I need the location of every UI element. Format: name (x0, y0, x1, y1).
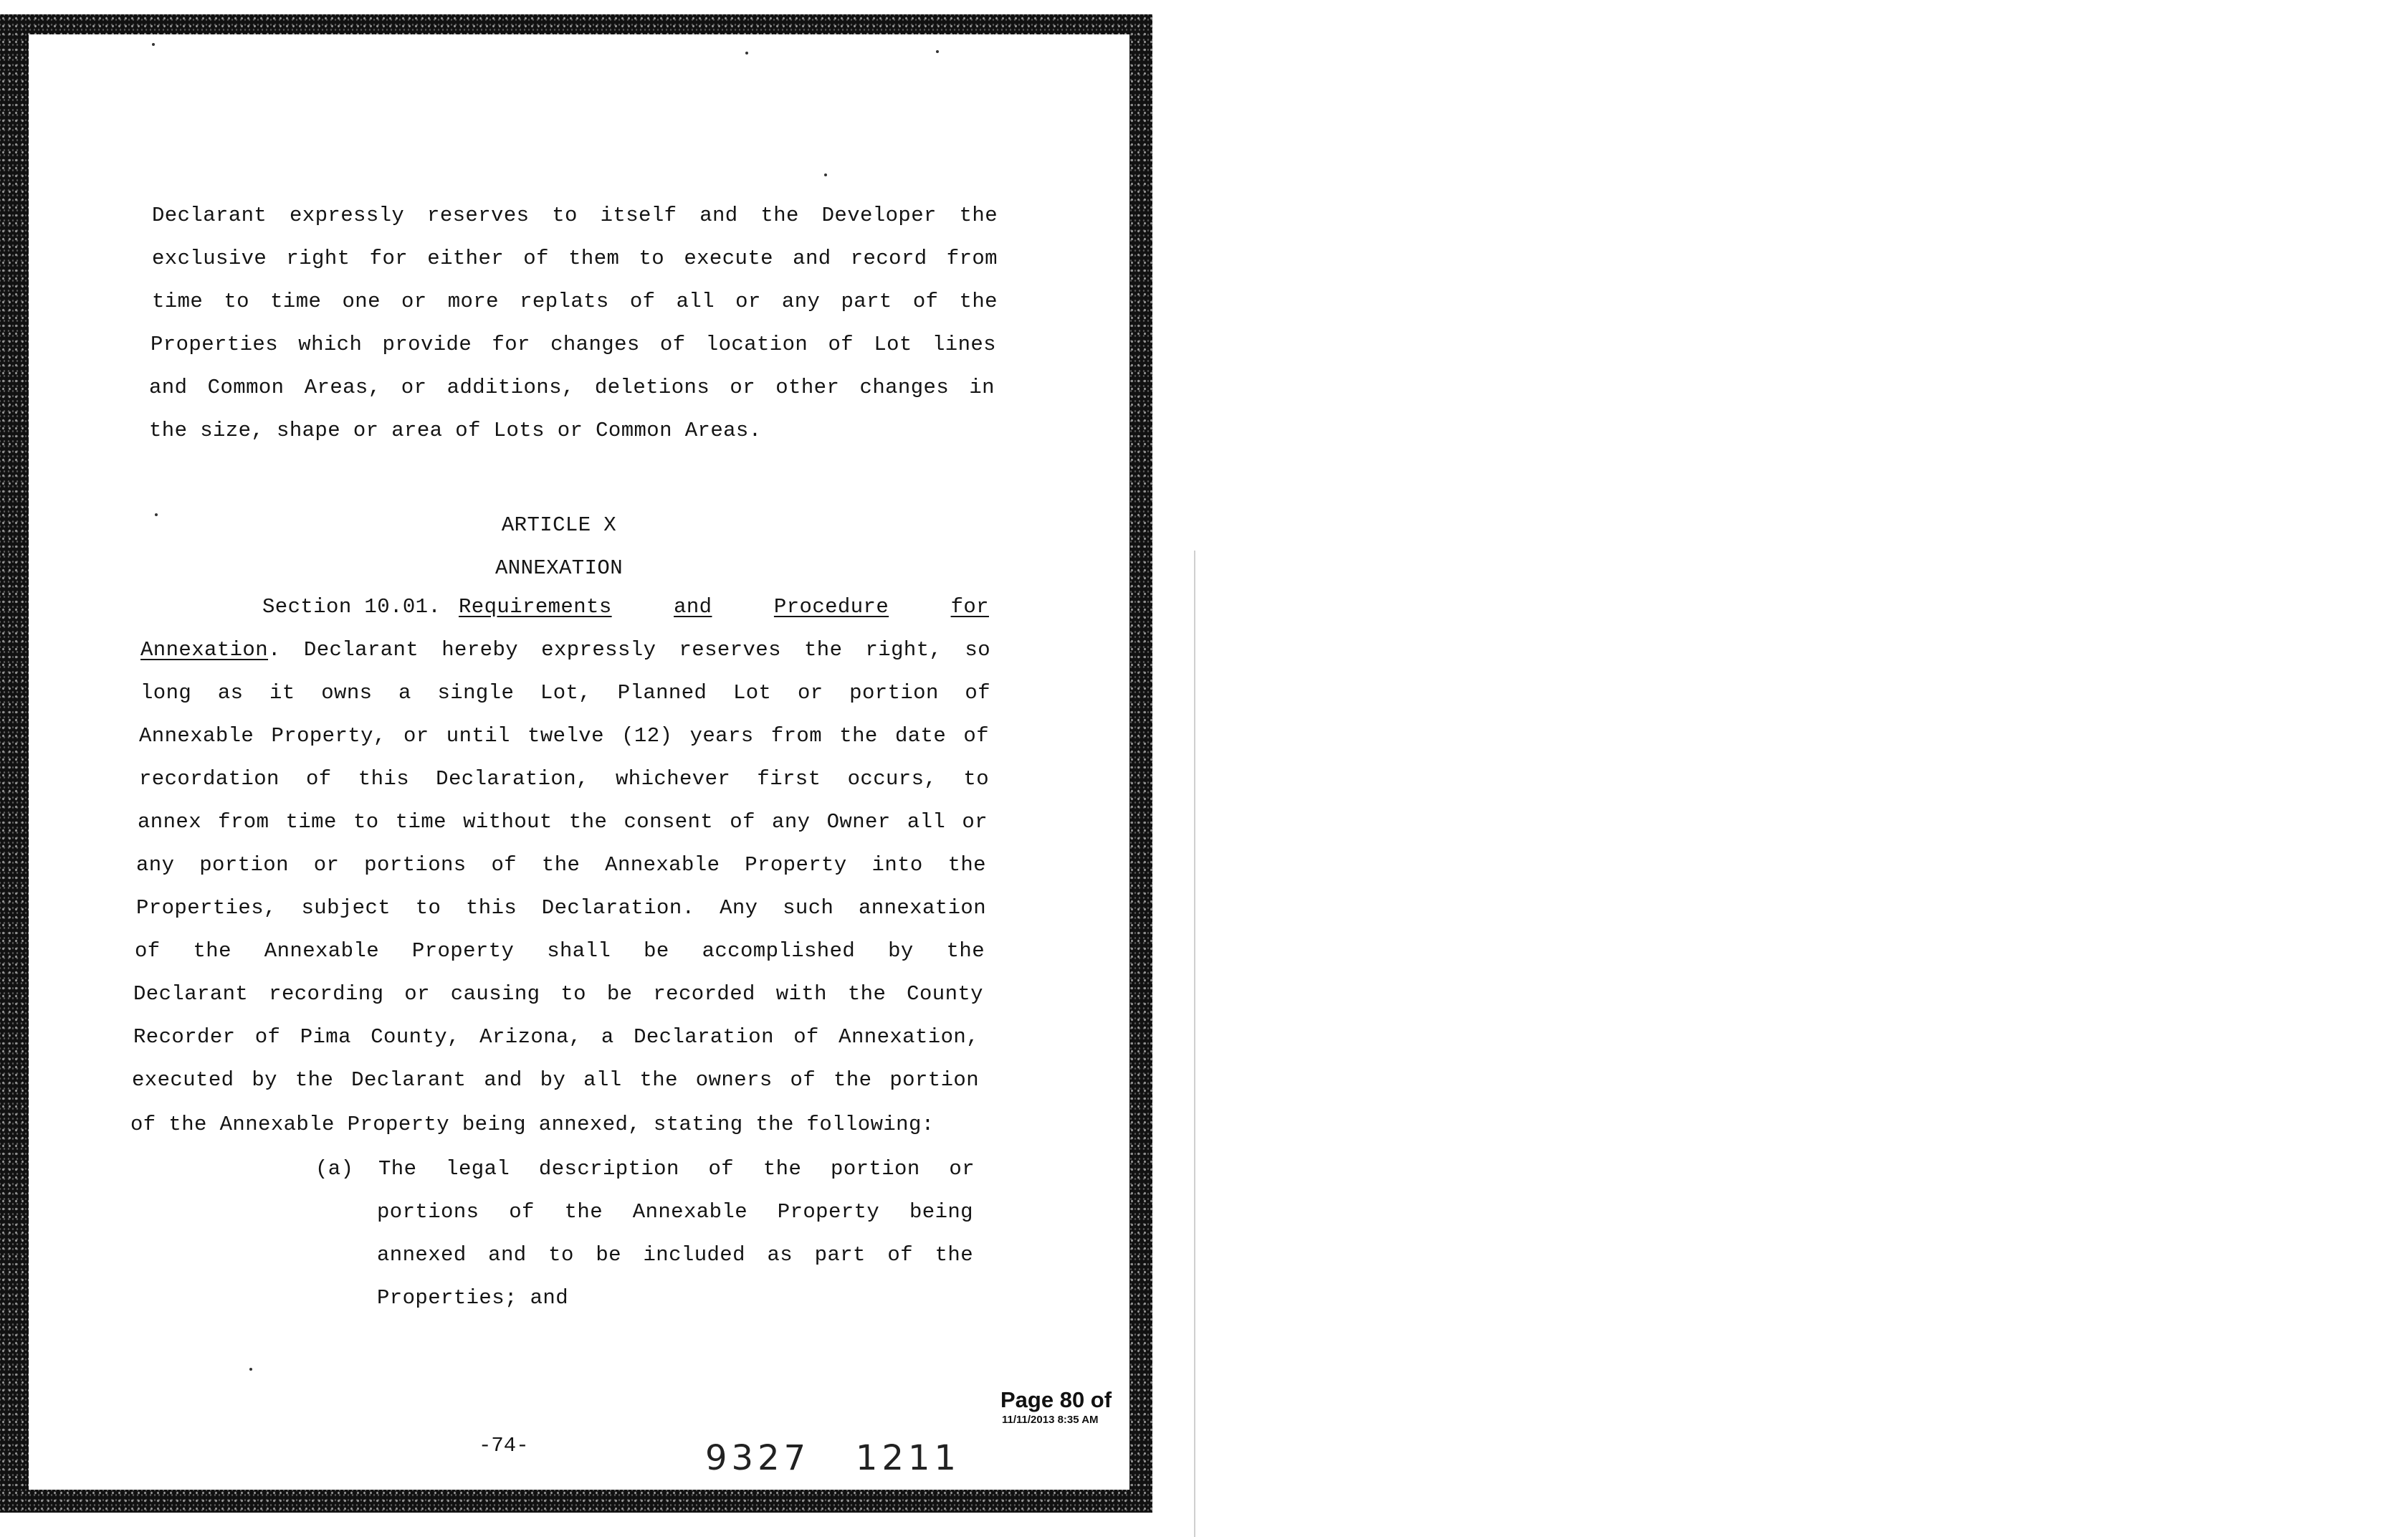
item-a-line: annexed and to be included as part of the (377, 1243, 973, 1267)
scan-speck (936, 50, 939, 53)
section-line: long as it owns a single Lot, Planned Lot or portion of (140, 681, 990, 705)
section-heading-word: Requirements (459, 595, 612, 619)
section-line: Properties, subject to this Declaration. Any such annexation (136, 896, 986, 920)
item-a-line: portions of the Annexable Property being (377, 1200, 973, 1224)
section-line: any portion or portions of the Annexable Property into the (136, 853, 986, 877)
section-line: Recorder of Pima County, Arizona, a Declaration of Annexation, (133, 1025, 979, 1049)
section-line: executed by the Declarant and by all the owners of the portion (132, 1068, 979, 1092)
section-line: annex from time to time without the consent of any Owner all or (138, 810, 988, 834)
paragraph-line: and Common Areas, or additions, deletions or other changes in (149, 376, 995, 399)
scan-speck (745, 52, 748, 54)
section-heading-word: for (950, 595, 989, 619)
section-line: of the Annexable Property shall be accomplished by the (135, 939, 985, 963)
section-line: Declarant recording or causing to be recorded with the County (133, 982, 983, 1006)
paragraph-line: exclusive right for either of them to execute and record from (152, 247, 998, 270)
section-first-line-rest: . Declarant hereby expressly reserves the right, so (268, 638, 990, 662)
article-number: ARTICLE X (501, 513, 617, 537)
paragraph-line: the size, shape or area of Lots or Common Areas. (149, 419, 762, 442)
section-number: Section 10.01. (262, 595, 441, 619)
section-heading-word: and (674, 595, 712, 619)
section-last-line: of the Annexable Property being annexed, stating the following: (130, 1113, 935, 1136)
stamp-datetime: 11/11/2013 8:35 AM (1002, 1414, 1099, 1426)
recording-number: 9327 1211 (705, 1438, 961, 1478)
paragraph-line: Properties which provide for changes of location of Lot lines (150, 333, 996, 356)
scan-speck (824, 173, 827, 176)
page-number: -74- (479, 1434, 529, 1457)
section-line: recordation of this Declaration, whichever first occurs, to (139, 767, 989, 791)
section-line: Annexable Property, or until twelve (12) years from the date of (139, 724, 989, 748)
section-heading-end: Annexation (140, 638, 269, 662)
article-title: ANNEXATION (494, 556, 624, 580)
scan-speck (152, 43, 155, 46)
scan-speck (249, 1368, 252, 1371)
scan-speck (155, 513, 158, 516)
section-heading (459, 595, 989, 619)
paragraph-line: time to time one or more replats of all or any part of the (152, 290, 998, 313)
stamp-page-label: Page 80 of (1000, 1387, 1112, 1412)
paragraph-line: Declarant expressly reserves to itself and the Developer the (152, 204, 998, 227)
adjacent-page-edge (1194, 551, 1195, 1537)
item-a-last-line: Properties; and (377, 1286, 569, 1310)
section-first-line (140, 638, 990, 662)
item-a-label: (a) (315, 1157, 354, 1181)
item-a-line: The legal description of the portion or (378, 1157, 975, 1181)
section-heading-word: Procedure (773, 595, 889, 619)
